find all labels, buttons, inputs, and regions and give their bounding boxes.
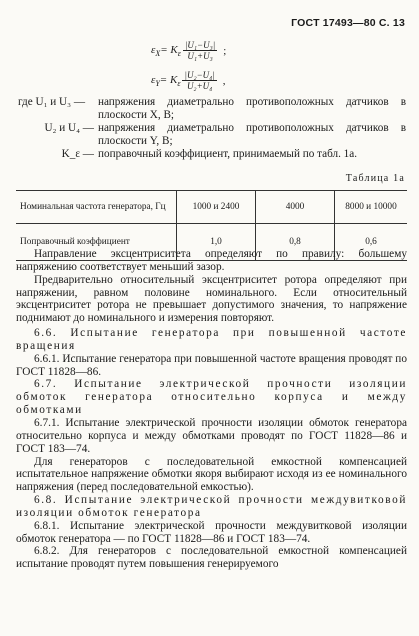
table-row: Номинальная частота генератора, Гц 1000 и 2400 4000 8000 и 10000 <box>16 191 407 224</box>
formula-eps-x: $\varepsilon_X$ = $K_\varepsilon$ $\frac{\text{|U₁−U₃|}}{\text{U₁+U₃}}$ ; <box>151 40 227 61</box>
formula-coef: = $K_\varepsilon$ <box>159 73 181 88</box>
page-header: ГОСТ 17493—80 С. 13 <box>291 17 405 29</box>
paragraph: 6.6.1. Испытание генератора при повышенной частоте вращения проводят по ГОСТ 11828—86. <box>16 352 407 378</box>
paragraph: Предварительно относительный эксцентриситет ротора определяют при напряжении, равном половине номинального. Если относительный эксцентриситет ротора не превышает допустимого значения, то напряжение поднимают до номинального и измерения повторяют. <box>16 273 407 325</box>
body-text <box>16 248 407 571</box>
variable-definitions <box>18 96 406 161</box>
formula-lhs: $\varepsilon_X$ <box>151 43 161 58</box>
definition-u1-u3: где U₁ и U₃ — напряжения диаметрально противоположных датчиков в плоскости X, В; <box>18 96 406 121</box>
formula-lhs: $\varepsilon_Y$ <box>151 73 160 88</box>
definition-u2-u4: U₂ и U₄ — напряжения диаметрально противоположных датчиков в плоскости Y, В; <box>44 122 406 147</box>
section-heading-6-6: 6.6. Испытание генератора при повышенной частоте вращения <box>16 327 407 352</box>
formula-fraction: $\frac{\text{|U₂−U₄|}}{\text{U₂+U₄}}$ <box>184 70 215 91</box>
definition-k-eps: K_ε — поправочный коэффициент, принимаемый по табл. 1а. <box>61 148 358 160</box>
paragraph: 6.8.1. Испытание электрической прочности междувитковой изоляции обмоток генератора — по ГОСТ 11828—86 и ГОСТ 183—74. <box>16 519 407 545</box>
paragraph: Для генераторов с последовательной емкостной компенсацией испытательное напряжение обмотки якоря выбирают исходя из ее номинального напряжения (перед последовательной емкостью). <box>16 455 407 494</box>
table-caption: Таблица 1а <box>345 173 405 184</box>
section-heading-6-7: 6.7. Испытание электрической прочности изоляции обмоток генератора относительно корпуса и между обмотками <box>16 378 407 417</box>
formula-fraction: $\frac{\text{|U₁−U₃|}}{\text{U₁+U₃}}$ <box>184 40 216 61</box>
section-heading-6-8: 6.8. Испытание электрической прочности междувитковой изоляции обмоток генератора <box>16 494 407 519</box>
formula-eps-y: $\varepsilon_Y$ = $K_\varepsilon$ $\frac{\text{|U₂−U₄|}}{\text{U₂+U₄}}$ , <box>151 70 226 91</box>
paragraph: 6.8.2. Для генераторов с последовательной емкостной компенсацией испытание проводят путем повышения генерируемого <box>16 545 407 571</box>
table-row: Поправочный коэффициент 1,0 0,8 0,6 <box>16 224 407 261</box>
paragraph: 6.7.1. Испытание электрической прочности изоляции обмоток генератора относительно корпуса и между обмотками проводят по ГОСТ 11828—86 и ГОСТ 183—74. <box>16 416 407 455</box>
formula-coef: = $K_\varepsilon$ <box>160 43 181 58</box>
paragraph: Направление эксцентриситета определяют по правилу: большему напряжению соответствует меньший зазор. <box>16 248 407 273</box>
